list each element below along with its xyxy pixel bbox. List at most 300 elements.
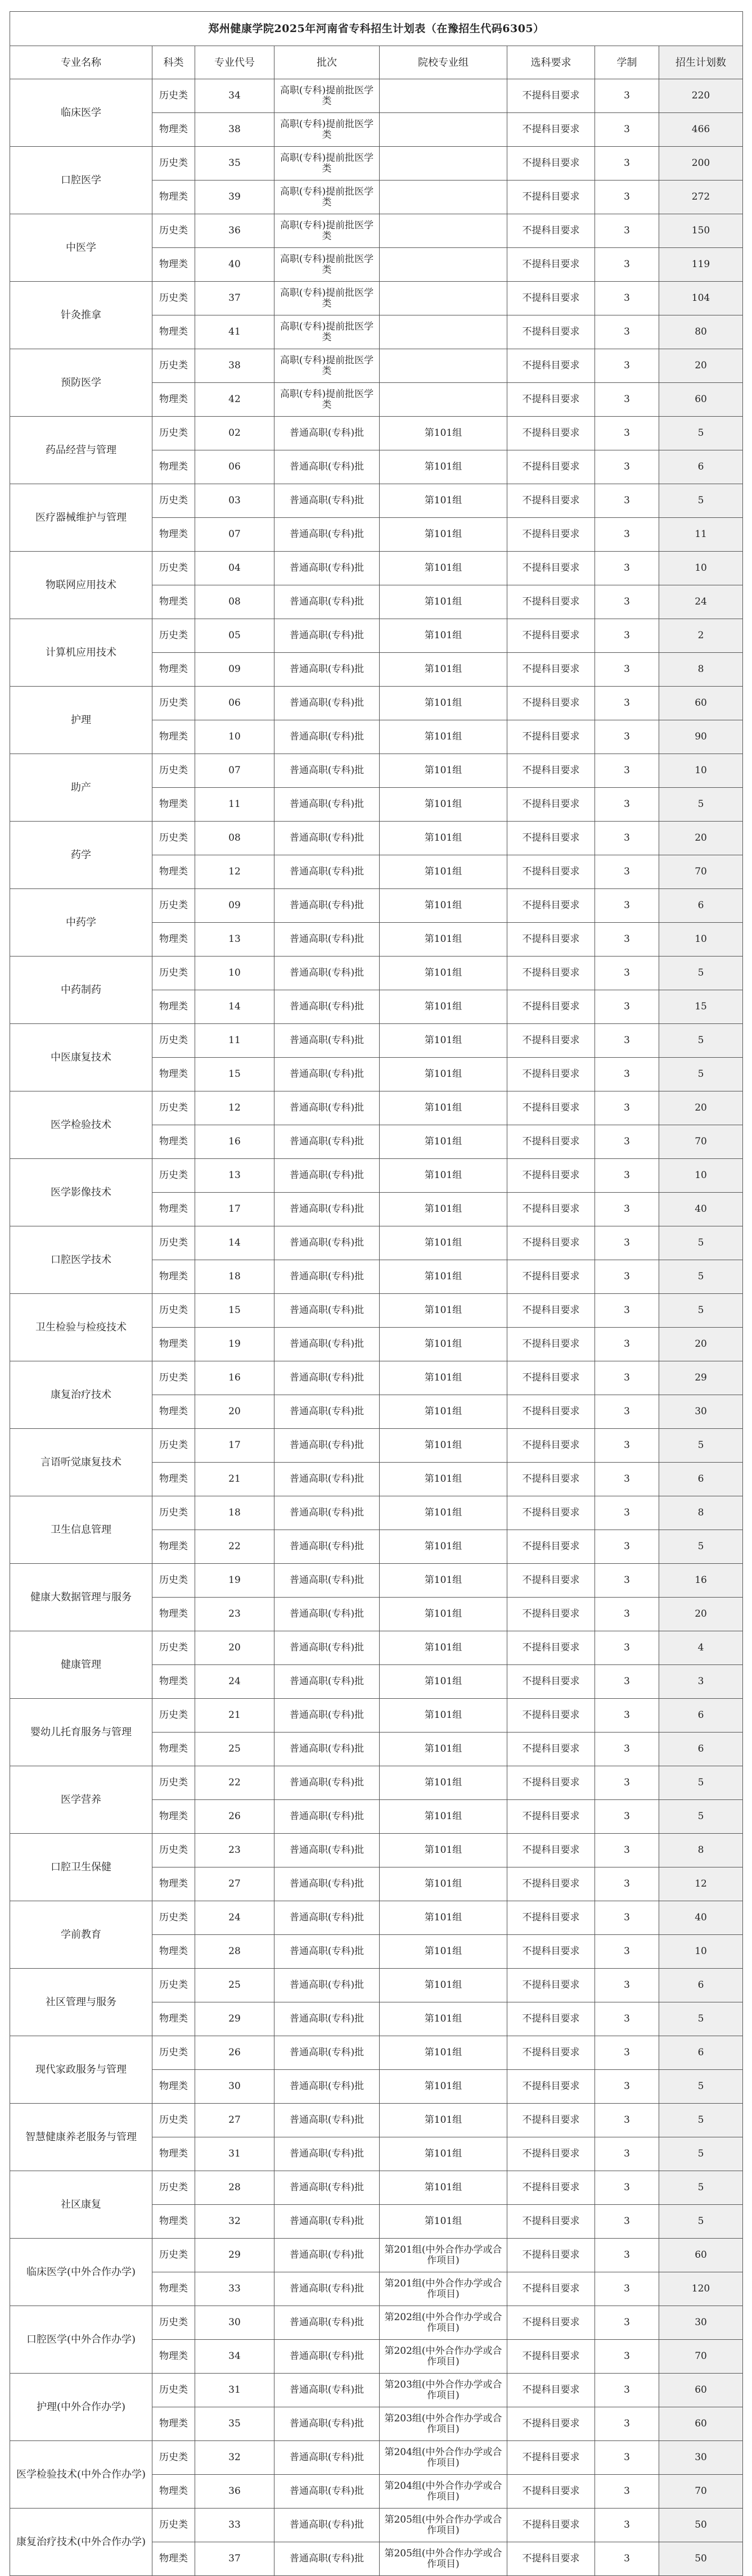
- group-cell: 第101组: [380, 518, 507, 552]
- major-code-cell: 15: [195, 1058, 274, 1091]
- major-name-cell: 预防医学: [10, 349, 152, 417]
- group-cell: 第101组: [380, 1969, 507, 2002]
- major-code-cell: 10: [195, 957, 274, 990]
- duration-cell: 3: [595, 2407, 659, 2441]
- batch-cell: 普通高职(专科)批: [274, 1530, 380, 1564]
- group-cell: 第101组: [380, 484, 507, 518]
- group-cell: 第101组: [380, 1766, 507, 1800]
- major-name-cell: 健康管理: [10, 1631, 152, 1699]
- plan-count-cell: 5: [659, 2104, 743, 2137]
- major-name-cell: 言语听觉康复技术: [10, 1429, 152, 1496]
- duration-cell: 3: [595, 1969, 659, 2002]
- duration-cell: 3: [595, 248, 659, 282]
- subject-type-cell: 物理类: [152, 855, 195, 889]
- major-name-cell: 中医康复技术: [10, 1024, 152, 1091]
- batch-cell: 普通高职(专科)批: [274, 1463, 380, 1496]
- group-cell: [380, 282, 507, 315]
- major-name-cell: 中医学: [10, 214, 152, 282]
- subject-type-cell: 历史类: [152, 1699, 195, 1733]
- header-duration: 学制: [595, 46, 659, 79]
- table-row: [10, 1834, 743, 1867]
- requirement-cell: 不提科目要求: [507, 1867, 595, 1901]
- major-code-cell: 26: [195, 2036, 274, 2070]
- group-cell: 第101组: [380, 1361, 507, 1395]
- batch-cell: 普通高职(专科)批: [274, 1328, 380, 1361]
- table-row: [10, 1091, 743, 1125]
- subject-type-cell: 物理类: [152, 2002, 195, 2036]
- group-cell: 第101组: [380, 2171, 507, 2205]
- batch-cell: 高职(专科)提前批医学类: [274, 349, 380, 383]
- plan-count-cell: 5: [659, 2137, 743, 2171]
- batch-cell: 普通高职(专科)批: [274, 1395, 380, 1429]
- batch-cell: 普通高职(专科)批: [274, 1159, 380, 1193]
- plan-count-cell: 5: [659, 1766, 743, 1800]
- group-cell: 第101组: [380, 653, 507, 687]
- duration-cell: 3: [595, 2272, 659, 2306]
- plan-count-cell: 5: [659, 1058, 743, 1091]
- group-cell: [380, 349, 507, 383]
- batch-cell: 普通高职(专科)批: [274, 1226, 380, 1260]
- major-code-cell: 02: [195, 417, 274, 450]
- batch-cell: 普通高职(专科)批: [274, 2441, 380, 2475]
- duration-cell: 3: [595, 1395, 659, 1429]
- batch-cell: 普通高职(专科)批: [274, 450, 380, 484]
- plan-count-cell: 20: [659, 1091, 743, 1125]
- major-code-cell: 35: [195, 2407, 274, 2441]
- duration-cell: 3: [595, 552, 659, 585]
- batch-cell: 普通高职(专科)批: [274, 2205, 380, 2239]
- subject-type-cell: 物理类: [152, 1733, 195, 1766]
- subject-type-cell: 物理类: [152, 720, 195, 754]
- requirement-cell: 不提科目要求: [507, 2036, 595, 2070]
- major-code-cell: 32: [195, 2441, 274, 2475]
- plan-count-cell: 10: [659, 1935, 743, 1969]
- major-code-cell: 37: [195, 2542, 274, 2576]
- batch-cell: 高职(专科)提前批医学类: [274, 214, 380, 248]
- table-row: [10, 2441, 743, 2475]
- batch-cell: 普通高职(专科)批: [274, 2542, 380, 2576]
- plan-count-cell: 10: [659, 923, 743, 957]
- subject-type-cell: 物理类: [152, 383, 195, 417]
- major-code-cell: 11: [195, 788, 274, 822]
- major-code-cell: 40: [195, 248, 274, 282]
- duration-cell: 3: [595, 2542, 659, 2576]
- requirement-cell: 不提科目要求: [507, 2205, 595, 2239]
- table-row: [10, 1429, 743, 1463]
- major-code-cell: 08: [195, 585, 274, 619]
- table-row: [10, 1496, 743, 1530]
- major-name-cell: 计算机应用技术: [10, 619, 152, 687]
- major-code-cell: 36: [195, 214, 274, 248]
- batch-cell: 普通高职(专科)批: [274, 2239, 380, 2272]
- major-code-cell: 33: [195, 2272, 274, 2306]
- subject-type-cell: 历史类: [152, 1969, 195, 2002]
- duration-cell: 3: [595, 1530, 659, 1564]
- requirement-cell: 不提科目要求: [507, 2306, 595, 2340]
- group-cell: 第205组(中外合作办学或合作项目): [380, 2509, 507, 2542]
- requirement-cell: 不提科目要求: [507, 1598, 595, 1631]
- group-cell: 第101组: [380, 1733, 507, 1766]
- table-body: [10, 12, 743, 2576]
- group-cell: 第101组: [380, 1058, 507, 1091]
- requirement-cell: 不提科目要求: [507, 788, 595, 822]
- plan-count-cell: 50: [659, 2509, 743, 2542]
- batch-cell: 高职(专科)提前批医学类: [274, 315, 380, 349]
- major-name-cell: 药学: [10, 822, 152, 889]
- group-cell: 第204组(中外合作办学或合作项目): [380, 2441, 507, 2475]
- major-name-cell: 康复治疗技术: [10, 1361, 152, 1429]
- duration-cell: 3: [595, 1598, 659, 1631]
- requirement-cell: 不提科目要求: [507, 1496, 595, 1530]
- duration-cell: 3: [595, 1496, 659, 1530]
- requirement-cell: 不提科目要求: [507, 1935, 595, 1969]
- table-row: [10, 1159, 743, 1193]
- group-cell: 第203组(中外合作办学或合作项目): [380, 2407, 507, 2441]
- major-name-cell: 医学影像技术: [10, 1159, 152, 1226]
- batch-cell: 普通高职(专科)批: [274, 1361, 380, 1395]
- batch-cell: 普通高职(专科)批: [274, 1834, 380, 1867]
- plan-count-cell: 6: [659, 889, 743, 923]
- plan-count-cell: 29: [659, 1361, 743, 1395]
- subject-type-cell: 物理类: [152, 1260, 195, 1294]
- duration-cell: 3: [595, 687, 659, 720]
- group-cell: 第201组(中外合作办学或合作项目): [380, 2239, 507, 2272]
- group-cell: 第101组: [380, 2137, 507, 2171]
- table-row: [10, 1564, 743, 1598]
- plan-count-cell: 30: [659, 2306, 743, 2340]
- duration-cell: 3: [595, 1294, 659, 1328]
- duration-cell: 3: [595, 1800, 659, 1834]
- group-cell: 第101组: [380, 1226, 507, 1260]
- requirement-cell: 不提科目要求: [507, 1699, 595, 1733]
- table-row: [10, 349, 743, 383]
- plan-count-cell: 15: [659, 990, 743, 1024]
- plan-count-cell: 20: [659, 1598, 743, 1631]
- plan-count-cell: 10: [659, 754, 743, 788]
- duration-cell: 3: [595, 79, 659, 113]
- plan-count-cell: 3: [659, 1665, 743, 1699]
- requirement-cell: 不提科目要求: [507, 822, 595, 855]
- duration-cell: 3: [595, 2475, 659, 2509]
- duration-cell: 3: [595, 315, 659, 349]
- major-code-cell: 12: [195, 855, 274, 889]
- group-cell: 第101组: [380, 1867, 507, 1901]
- duration-cell: 3: [595, 1463, 659, 1496]
- duration-cell: 3: [595, 2002, 659, 2036]
- table-row: [10, 417, 743, 450]
- group-cell: 第101组: [380, 1935, 507, 1969]
- requirement-cell: 不提科目要求: [507, 1800, 595, 1834]
- requirement-cell: 不提科目要求: [507, 2239, 595, 2272]
- major-code-cell: 15: [195, 1294, 274, 1328]
- requirement-cell: 不提科目要求: [507, 2137, 595, 2171]
- plan-count-cell: 5: [659, 957, 743, 990]
- plan-count-cell: 50: [659, 2542, 743, 2576]
- duration-cell: 3: [595, 1935, 659, 1969]
- group-cell: [380, 315, 507, 349]
- major-name-cell: 健康大数据管理与服务: [10, 1564, 152, 1631]
- requirement-cell: 不提科目要求: [507, 2509, 595, 2542]
- major-code-cell: 29: [195, 2239, 274, 2272]
- batch-cell: 普通高职(专科)批: [274, 2407, 380, 2441]
- major-name-cell: 医疗器械维护与管理: [10, 484, 152, 552]
- table-row: [10, 2306, 743, 2340]
- major-name-cell: 现代家政服务与管理: [10, 2036, 152, 2104]
- duration-cell: 3: [595, 2205, 659, 2239]
- subject-type-cell: 历史类: [152, 417, 195, 450]
- plan-count-cell: 150: [659, 214, 743, 248]
- plan-count-cell: 12: [659, 1867, 743, 1901]
- requirement-cell: 不提科目要求: [507, 1226, 595, 1260]
- batch-cell: 普通高职(专科)批: [274, 1631, 380, 1665]
- requirement-cell: 不提科目要求: [507, 687, 595, 720]
- plan-count-cell: 6: [659, 1463, 743, 1496]
- duration-cell: 3: [595, 2171, 659, 2205]
- plan-count-cell: 10: [659, 552, 743, 585]
- plan-count-cell: 5: [659, 2171, 743, 2205]
- subject-type-cell: 历史类: [152, 552, 195, 585]
- plan-count-cell: 70: [659, 2340, 743, 2374]
- table-row: [10, 2036, 743, 2070]
- batch-cell: 普通高职(专科)批: [274, 2340, 380, 2374]
- plan-count-cell: 5: [659, 1226, 743, 1260]
- subject-type-cell: 物理类: [152, 1395, 195, 1429]
- duration-cell: 3: [595, 720, 659, 754]
- major-code-cell: 09: [195, 889, 274, 923]
- subject-type-cell: 物理类: [152, 2070, 195, 2104]
- duration-cell: 3: [595, 1328, 659, 1361]
- major-code-cell: 27: [195, 1867, 274, 1901]
- requirement-cell: 不提科目要求: [507, 417, 595, 450]
- major-code-cell: 07: [195, 754, 274, 788]
- major-code-cell: 14: [195, 1226, 274, 1260]
- major-name-cell: 针灸推拿: [10, 282, 152, 349]
- duration-cell: 3: [595, 214, 659, 248]
- table-row: [10, 147, 743, 181]
- requirement-cell: 不提科目要求: [507, 1260, 595, 1294]
- batch-cell: 普通高职(专科)批: [274, 1429, 380, 1463]
- batch-cell: 普通高职(专科)批: [274, 1496, 380, 1530]
- requirement-cell: 不提科目要求: [507, 349, 595, 383]
- batch-cell: 普通高职(专科)批: [274, 1125, 380, 1159]
- duration-cell: 3: [595, 1733, 659, 1766]
- batch-cell: 普通高职(专科)批: [274, 2475, 380, 2509]
- major-name-cell: 临床医学: [10, 79, 152, 147]
- subject-type-cell: 物理类: [152, 181, 195, 214]
- group-cell: [380, 181, 507, 214]
- major-code-cell: 10: [195, 720, 274, 754]
- table-row: [10, 957, 743, 990]
- subject-type-cell: 物理类: [152, 1800, 195, 1834]
- major-name-cell: 康复治疗技术(中外合作办学): [10, 2509, 152, 2576]
- plan-count-cell: 20: [659, 1328, 743, 1361]
- major-name-cell: 学前教育: [10, 1901, 152, 1969]
- requirement-cell: 不提科目要求: [507, 1631, 595, 1665]
- subject-type-cell: 历史类: [152, 2036, 195, 2070]
- requirement-cell: 不提科目要求: [507, 2171, 595, 2205]
- major-code-cell: 22: [195, 1530, 274, 1564]
- requirement-cell: 不提科目要求: [507, 1530, 595, 1564]
- duration-cell: 3: [595, 2306, 659, 2340]
- requirement-cell: 不提科目要求: [507, 1429, 595, 1463]
- duration-cell: 3: [595, 2036, 659, 2070]
- duration-cell: 3: [595, 653, 659, 687]
- duration-cell: 3: [595, 113, 659, 147]
- duration-cell: 3: [595, 181, 659, 214]
- table-row: [10, 484, 743, 518]
- subject-type-cell: 物理类: [152, 788, 195, 822]
- plan-count-cell: 60: [659, 2407, 743, 2441]
- table-row: [10, 687, 743, 720]
- duration-cell: 3: [595, 1699, 659, 1733]
- requirement-cell: 不提科目要求: [507, 1091, 595, 1125]
- duration-cell: 3: [595, 585, 659, 619]
- subject-type-cell: 物理类: [152, 923, 195, 957]
- duration-cell: 3: [595, 2340, 659, 2374]
- batch-cell: 普通高职(专科)批: [274, 2137, 380, 2171]
- group-cell: 第101组: [380, 1834, 507, 1867]
- duration-cell: 3: [595, 2104, 659, 2137]
- group-cell: 第203组(中外合作办学或合作项目): [380, 2374, 507, 2407]
- group-cell: 第101组: [380, 2104, 507, 2137]
- plan-count-cell: 4: [659, 1631, 743, 1665]
- plan-count-cell: 104: [659, 282, 743, 315]
- group-cell: 第101组: [380, 687, 507, 720]
- requirement-cell: 不提科目要求: [507, 2104, 595, 2137]
- requirement-cell: 不提科目要求: [507, 653, 595, 687]
- major-code-cell: 24: [195, 1665, 274, 1699]
- group-cell: 第101组: [380, 1530, 507, 1564]
- plan-count-cell: 60: [659, 383, 743, 417]
- duration-cell: 3: [595, 1766, 659, 1800]
- plan-count-cell: 200: [659, 147, 743, 181]
- major-code-cell: 17: [195, 1193, 274, 1226]
- plan-count-cell: 120: [659, 2272, 743, 2306]
- subject-type-cell: 物理类: [152, 1463, 195, 1496]
- group-cell: 第101组: [380, 2036, 507, 2070]
- subject-type-cell: 物理类: [152, 1328, 195, 1361]
- table-row: [10, 2239, 743, 2272]
- plan-count-cell: 20: [659, 822, 743, 855]
- major-code-cell: 05: [195, 619, 274, 653]
- batch-cell: 普通高职(专科)批: [274, 2070, 380, 2104]
- major-code-cell: 31: [195, 2374, 274, 2407]
- subject-type-cell: 历史类: [152, 2104, 195, 2137]
- group-cell: 第101组: [380, 1463, 507, 1496]
- batch-cell: 普通高职(专科)批: [274, 585, 380, 619]
- major-name-cell: 婴幼儿托育服务与管理: [10, 1699, 152, 1766]
- batch-cell: 普通高职(专科)批: [274, 653, 380, 687]
- major-code-cell: 39: [195, 181, 274, 214]
- duration-cell: 3: [595, 754, 659, 788]
- major-name-cell: 口腔医学(中外合作办学): [10, 2306, 152, 2374]
- table-row: [10, 1699, 743, 1733]
- title-row: [10, 12, 743, 46]
- batch-cell: 普通高职(专科)批: [274, 855, 380, 889]
- requirement-cell: 不提科目要求: [507, 2272, 595, 2306]
- subject-type-cell: 历史类: [152, 754, 195, 788]
- batch-cell: 普通高职(专科)批: [274, 2104, 380, 2137]
- plan-count-cell: 40: [659, 1193, 743, 1226]
- major-code-cell: 22: [195, 1766, 274, 1800]
- major-code-cell: 28: [195, 1935, 274, 1969]
- batch-cell: 普通高职(专科)批: [274, 1058, 380, 1091]
- requirement-cell: 不提科目要求: [507, 889, 595, 923]
- subject-type-cell: 物理类: [152, 1125, 195, 1159]
- plan-count-cell: 10: [659, 1159, 743, 1193]
- header-group: 院校专业组: [380, 46, 507, 79]
- group-cell: 第101组: [380, 822, 507, 855]
- major-code-cell: 07: [195, 518, 274, 552]
- duration-cell: 3: [595, 889, 659, 923]
- batch-cell: 高职(专科)提前批医学类: [274, 383, 380, 417]
- requirement-cell: 不提科目要求: [507, 1159, 595, 1193]
- duration-cell: 3: [595, 2137, 659, 2171]
- major-code-cell: 03: [195, 484, 274, 518]
- duration-cell: 3: [595, 1159, 659, 1193]
- group-cell: 第101组: [380, 1395, 507, 1429]
- requirement-cell: 不提科目要求: [507, 754, 595, 788]
- subject-type-cell: 物理类: [152, 2137, 195, 2171]
- plan-count-cell: 6: [659, 2036, 743, 2070]
- table-row: [10, 2104, 743, 2137]
- requirement-cell: 不提科目要求: [507, 1463, 595, 1496]
- requirement-cell: 不提科目要求: [507, 1395, 595, 1429]
- duration-cell: 3: [595, 1024, 659, 1058]
- major-code-cell: 33: [195, 2509, 274, 2542]
- group-cell: 第101组: [380, 1328, 507, 1361]
- table-row: [10, 619, 743, 653]
- requirement-cell: 不提科目要求: [507, 1901, 595, 1935]
- major-code-cell: 37: [195, 282, 274, 315]
- group-cell: 第205组(中外合作办学或合作项目): [380, 2542, 507, 2576]
- subject-type-cell: 历史类: [152, 79, 195, 113]
- batch-cell: 普通高职(专科)批: [274, 1935, 380, 1969]
- requirement-cell: 不提科目要求: [507, 1294, 595, 1328]
- plan-count-cell: 80: [659, 315, 743, 349]
- major-code-cell: 21: [195, 1463, 274, 1496]
- plan-count-cell: 5: [659, 2002, 743, 2036]
- duration-cell: 3: [595, 417, 659, 450]
- subject-type-cell: 历史类: [152, 1159, 195, 1193]
- duration-cell: 3: [595, 383, 659, 417]
- duration-cell: 3: [595, 1226, 659, 1260]
- major-name-cell: 口腔卫生保健: [10, 1834, 152, 1901]
- duration-cell: 3: [595, 788, 659, 822]
- subject-type-cell: 物理类: [152, 2272, 195, 2306]
- batch-cell: 普通高职(专科)批: [274, 1598, 380, 1631]
- requirement-cell: 不提科目要求: [507, 383, 595, 417]
- batch-cell: 普通高职(专科)批: [274, 1260, 380, 1294]
- requirement-cell: 不提科目要求: [507, 923, 595, 957]
- group-cell: [380, 79, 507, 113]
- header-row: [10, 46, 743, 79]
- plan-count-cell: 30: [659, 2441, 743, 2475]
- table-row: [10, 1901, 743, 1935]
- table-row: [10, 282, 743, 315]
- header-batch: 批次: [274, 46, 380, 79]
- plan-count-cell: 8: [659, 653, 743, 687]
- group-cell: 第101组: [380, 2070, 507, 2104]
- duration-cell: 3: [595, 2239, 659, 2272]
- subject-type-cell: 历史类: [152, 1091, 195, 1125]
- major-name-cell: 卫生信息管理: [10, 1496, 152, 1564]
- plan-count-cell: 30: [659, 1395, 743, 1429]
- duration-cell: 3: [595, 1429, 659, 1463]
- subject-type-cell: 历史类: [152, 2374, 195, 2407]
- major-code-cell: 20: [195, 1631, 274, 1665]
- group-cell: 第101组: [380, 1260, 507, 1294]
